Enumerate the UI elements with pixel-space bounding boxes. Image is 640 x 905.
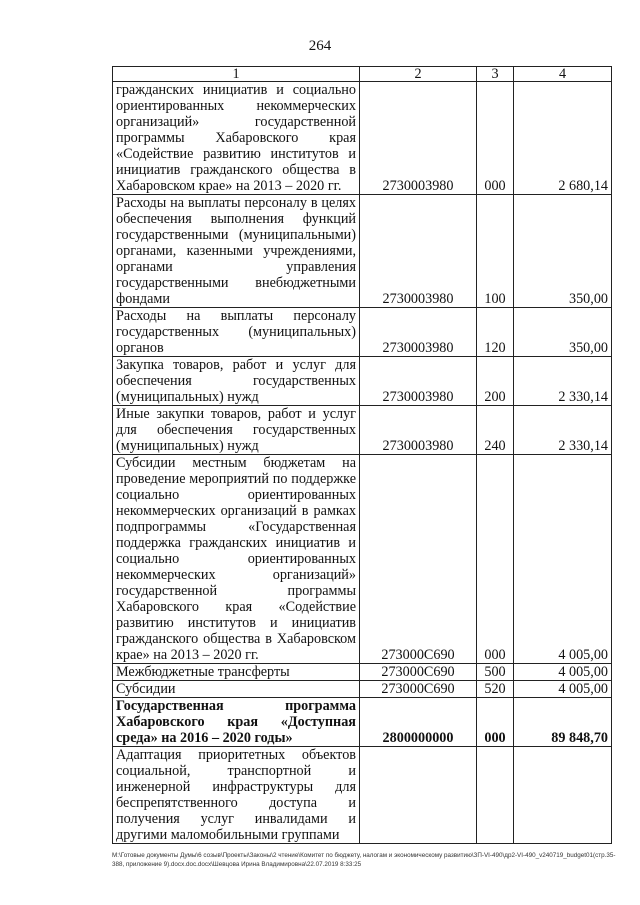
table-row	[113, 82, 612, 195]
table-row	[113, 357, 612, 406]
row-code: 2800000000	[360, 698, 477, 747]
row-amount: 350,00	[514, 308, 612, 357]
row-amount: 4 005,00	[514, 455, 612, 664]
row-code: 2730003980	[360, 195, 477, 308]
row-description: Иные закупки товаров, работ и услуг для обеспечения государственных (муниципальных) нужд	[113, 406, 360, 455]
row-category: 000	[477, 455, 514, 664]
row-description: Субсидии местным бюджетам на проведение мероприятий по поддержке социально ориентированных некоммерческих организаций в рамках подпрограммы «Государственная поддержка гражданских инициатив и социально ориентированных некоммерческих организаций» государственной программы Хабаровского края «Содействие развитию институтов и инициатив гражданского общества в Хабаровском крае» на 2013 – 2020 гг.	[113, 455, 360, 664]
row-description: Межбюджетные трансферты	[113, 664, 360, 681]
table-row	[113, 455, 612, 664]
budget-table	[112, 66, 612, 844]
row-category: 000	[477, 698, 514, 747]
row-code: 2730003980	[360, 357, 477, 406]
table-row	[113, 406, 612, 455]
table-row	[113, 681, 612, 698]
row-amount: 2 680,14	[514, 82, 612, 195]
row-code: 273000C690	[360, 455, 477, 664]
row-amount: 350,00	[514, 195, 612, 308]
column-header-category: 3	[477, 67, 514, 82]
row-category: 520	[477, 681, 514, 698]
row-description: Расходы на выплаты персоналу в целях обеспечения выполнения функций государственными (муниципальными) органами, казенными учреждениями, органами управления государственными внебюджетными фондами	[113, 195, 360, 308]
table-row	[113, 664, 612, 681]
document-file-path-footer: M:\Готовые документы Думы\6 созыв\Проекты\Законы\2 чтение\Комитет по бюджету, налогам и экономическому развитию\ЗП-VI-490\др2-VI-490_v240719_budget01(стр.35-388, приложение 9).docx.doc.docx\Шевцова Ирина Владимировна\22.07.2019 8:33:25	[112, 852, 616, 868]
row-category: 000	[477, 82, 514, 195]
table-row-program-total	[113, 698, 612, 747]
row-description: Закупка товаров, работ и услуг для обеспечения государственных (муниципальных) нужд	[113, 357, 360, 406]
row-description: Субсидии	[113, 681, 360, 698]
row-amount: 4 005,00	[514, 664, 612, 681]
column-header-description: 1	[113, 67, 360, 82]
row-description: Расходы на выплаты персоналу государственных (муниципальных) органов	[113, 308, 360, 357]
row-code: 273000C690	[360, 681, 477, 698]
column-header-amount: 4	[514, 67, 612, 82]
page-number: 264	[308, 38, 332, 54]
row-code: 2730003980	[360, 308, 477, 357]
row-amount: 2 330,14	[514, 357, 612, 406]
table-row	[113, 195, 612, 308]
row-code: 2730003980	[360, 406, 477, 455]
row-description: гражданских инициатив и социально ориентированных некоммерческих организаций» государственной программы Хабаровского края «Содействие развитию институтов и инициатив гражданского общества в Хабаровском крае» на 2013 – 2020 гг.	[113, 82, 360, 195]
row-code	[360, 747, 477, 844]
row-category: 100	[477, 195, 514, 308]
row-description: Государственная программа Хабаровского края «Доступная среда» на 2016 – 2020 годы»	[113, 698, 360, 747]
row-amount: 89 848,70	[514, 698, 612, 747]
row-category: 200	[477, 357, 514, 406]
row-code: 2730003980	[360, 82, 477, 195]
row-category: 240	[477, 406, 514, 455]
row-category: 500	[477, 664, 514, 681]
row-amount: 2 330,14	[514, 406, 612, 455]
table-header-row	[113, 67, 612, 82]
row-code: 273000C690	[360, 664, 477, 681]
table-row	[113, 308, 612, 357]
row-amount: 4 005,00	[514, 681, 612, 698]
row-category: 120	[477, 308, 514, 357]
row-category	[477, 747, 514, 844]
column-header-code: 2	[360, 67, 477, 82]
row-amount	[514, 747, 612, 844]
table-row	[113, 747, 612, 844]
row-description: Адаптация приоритетных объектов социальной, транспортной и инженерной инфраструктуры для беспрепятственного доступа и получения услуг инвалидами и другими маломобильными группами	[113, 747, 360, 844]
